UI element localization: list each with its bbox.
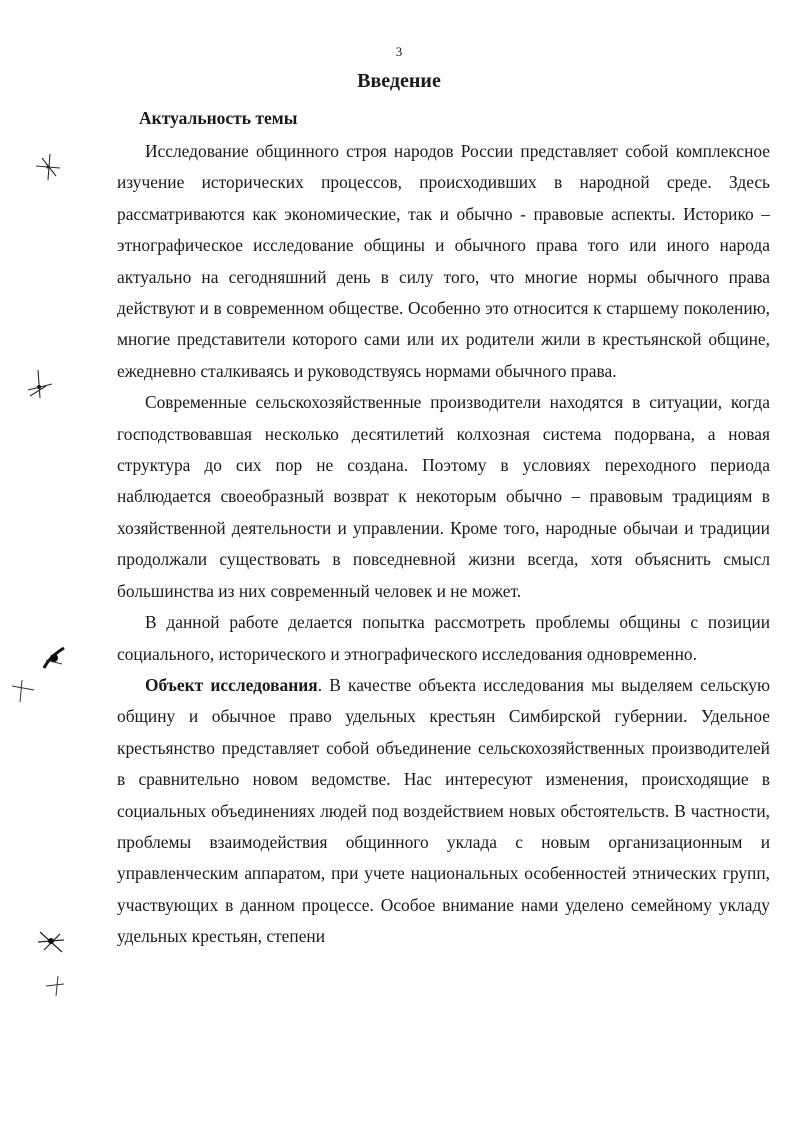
- scan-mark-icon: [8, 676, 40, 706]
- page-number: 3: [395, 44, 403, 59]
- paragraph-text: Исследование общинного строя народов России представляет собой комплексное изучение исторических процессов, происходивших в народной среде. Здесь рассматриваются как экономические, так и обычно - правовые аспекты. Историко – этнографическое исследование общины и обычного права того или иного народа актуально на сегодняшний день в силу того, что многие нормы обычного права действуют и в современном обществе. Особенно это относится к старшему поколению, многие представители которого сами или их родители жили в крестьянской общине, ежедневно сталкиваясь и руководствуясь нормами обычного права.: [117, 141, 770, 381]
- paragraph-lead: Объект исследования: [145, 674, 318, 695]
- paragraph-research-object: [117, 670, 770, 953]
- paragraph-text: В данной работе делается попытка рассмотреть проблемы общины с позиции социального, исторического и этнографического исследования одновременно.: [117, 612, 770, 664]
- paragraph-modern-producers: [117, 387, 770, 607]
- section-heading: Актуальность темы: [139, 108, 298, 128]
- paragraph-text: . В качестве объекта исследования мы выделяем сельскую общину и обычное право удельных крестьян Симбирской губернии. Удельное крестьянство представляет собой объединение сельскохозяйственных производителей в сравнительно новом ведомстве. Нас интересуют изменения, происходящие в социальных объединениях людей под воздействием новых обстоятельств. В частности, проблемы взаимодействия общинного уклада с новым организационным и управленческим аппаратом, при учете национальных особенностей этнических групп, участвующих в данном процессе. Особое внимание нами уделено семейному укладу удельных крестьян, степени: [117, 674, 770, 947]
- paragraph-text: Современные сельскохозяйственные производители находятся в ситуации, когда господствовавшая несколько десятилетий колхозная система подорвана, а новая структура до сих пор не создана. Поэтому в условиях переходного периода наблюдается своеобразный возврат к некоторым обычно – правовым традициям в хозяйственной деятельности и управлении. Кроме того, народные обычаи и традиции продолжали существовать в повседневной жизни всегда, хотя объяснить смысл большинства из них современный человек и не может.: [117, 392, 770, 601]
- body-text: [117, 136, 770, 953]
- scan-mark-icon: [30, 148, 66, 184]
- page-title: Введение: [357, 70, 441, 92]
- scan-mark-icon: [24, 368, 56, 402]
- scan-mark-icon: [34, 924, 68, 958]
- scan-mark-icon: [36, 642, 70, 676]
- scan-mark-icon: [42, 972, 70, 1000]
- paragraph-approach: [117, 607, 770, 670]
- paragraph-relevance: [117, 136, 770, 387]
